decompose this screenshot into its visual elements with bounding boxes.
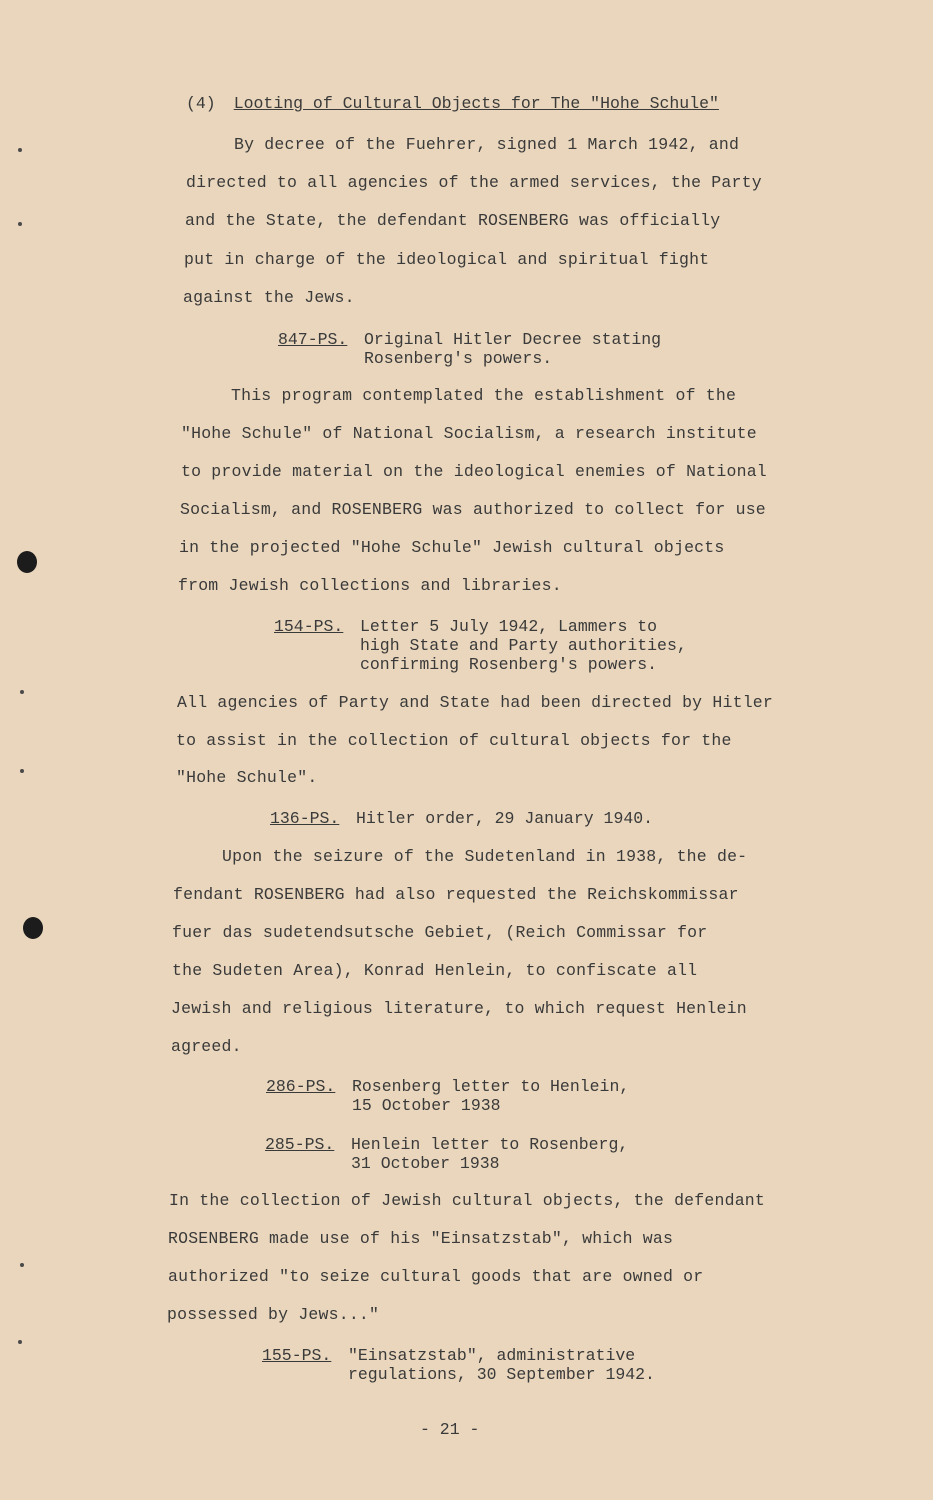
paragraph-line: In the collection of Jewish cultural objects, the defendant	[169, 1191, 765, 1210]
paragraph-line: and the State, the defendant ROSENBERG was officially	[185, 211, 721, 230]
citation-code: 285-PS.	[265, 1135, 335, 1154]
punch-hole	[23, 917, 43, 939]
citation-line: Hitler order, 29 January 1940.	[356, 809, 654, 828]
citation-code: 155-PS.	[262, 1346, 332, 1365]
paragraph-line: against the Jews.	[183, 288, 355, 307]
citation-line: Henlein letter to Rosenberg,	[351, 1135, 629, 1154]
margin-speck	[18, 1340, 22, 1344]
paragraph-line: This program contemplated the establishment of the	[231, 386, 737, 405]
citation-line: high State and Party authorities,	[360, 636, 687, 655]
punch-hole	[17, 551, 37, 573]
paragraph-line: possessed by Jews..."	[167, 1305, 380, 1324]
citation-code: 286-PS.	[266, 1077, 336, 1096]
citation-line: regulations, 30 September 1942.	[348, 1365, 655, 1384]
paragraph-line: authorized "to seize cultural goods that are owned or	[168, 1267, 704, 1286]
citation-code: 847-PS.	[278, 330, 348, 349]
margin-speck	[18, 222, 22, 226]
citation-line: "Einsatzstab", administrative	[348, 1346, 636, 1365]
paragraph-line: fendant ROSENBERG had also requested the Reichskommissar	[173, 885, 739, 904]
paragraph-line: Upon the seizure of the Sudetenland in 1938, the de-	[222, 847, 748, 866]
citation-line: Original Hitler Decree stating	[364, 330, 662, 349]
paragraph-line: ROSENBERG made use of his "Einsatzstab", which was	[168, 1229, 674, 1248]
section-number: (4)	[186, 94, 216, 113]
section-heading	[186, 94, 719, 113]
paragraph-line: "Hohe Schule".	[176, 768, 318, 787]
paragraph-line: to provide material on the ideological enemies of National	[181, 462, 767, 481]
margin-speck	[20, 769, 24, 773]
margin-speck	[18, 148, 22, 152]
paragraph-line: All agencies of Party and State had been directed by Hitler	[177, 693, 773, 712]
section-title: Looting of Cultural Objects for The "Hohe Schule"	[233, 94, 719, 113]
paragraph-line: to assist in the collection of cultural objects for the	[176, 731, 732, 750]
paragraph-line: put in charge of the ideological and spiritual fight	[184, 250, 710, 269]
paragraph-line: "Hohe Schule" of National Socialism, a research institute	[181, 424, 757, 443]
paragraph-line: Jewish and religious literature, to which request Henlein	[171, 999, 747, 1018]
page-number: - 21 -	[420, 1420, 480, 1439]
margin-speck	[20, 1263, 24, 1267]
paragraph-line: By decree of the Fuehrer, signed 1 March 1942, and	[234, 135, 740, 154]
paragraph-line: agreed.	[171, 1037, 242, 1056]
paragraph-line: directed to all agencies of the armed services, the Party	[186, 173, 762, 192]
citation-line: confirming Rosenberg's powers.	[360, 655, 658, 674]
citation-line: 31 October 1938	[351, 1154, 500, 1173]
citation-line: Letter 5 July 1942, Lammers to	[360, 617, 658, 636]
citation-line: Rosenberg letter to Henlein,	[352, 1077, 630, 1096]
citation-line: 15 October 1938	[352, 1096, 501, 1115]
paragraph-line: fuer das sudetendsutsche Gebiet, (Reich Commissar for	[172, 923, 708, 942]
citation-code: 136-PS.	[270, 809, 340, 828]
paragraph-line: the Sudeten Area), Konrad Henlein, to confiscate all	[172, 961, 698, 980]
margin-speck	[20, 690, 24, 694]
citation-code: 154-PS.	[274, 617, 344, 636]
paragraph-line: from Jewish collections and libraries.	[178, 576, 562, 595]
paragraph-line: in the projected "Hohe Schule" Jewish cultural objects	[179, 538, 725, 557]
citation-line: Rosenberg's powers.	[364, 349, 553, 368]
paragraph-line: Socialism, and ROSENBERG was authorized to collect for use	[180, 500, 766, 519]
